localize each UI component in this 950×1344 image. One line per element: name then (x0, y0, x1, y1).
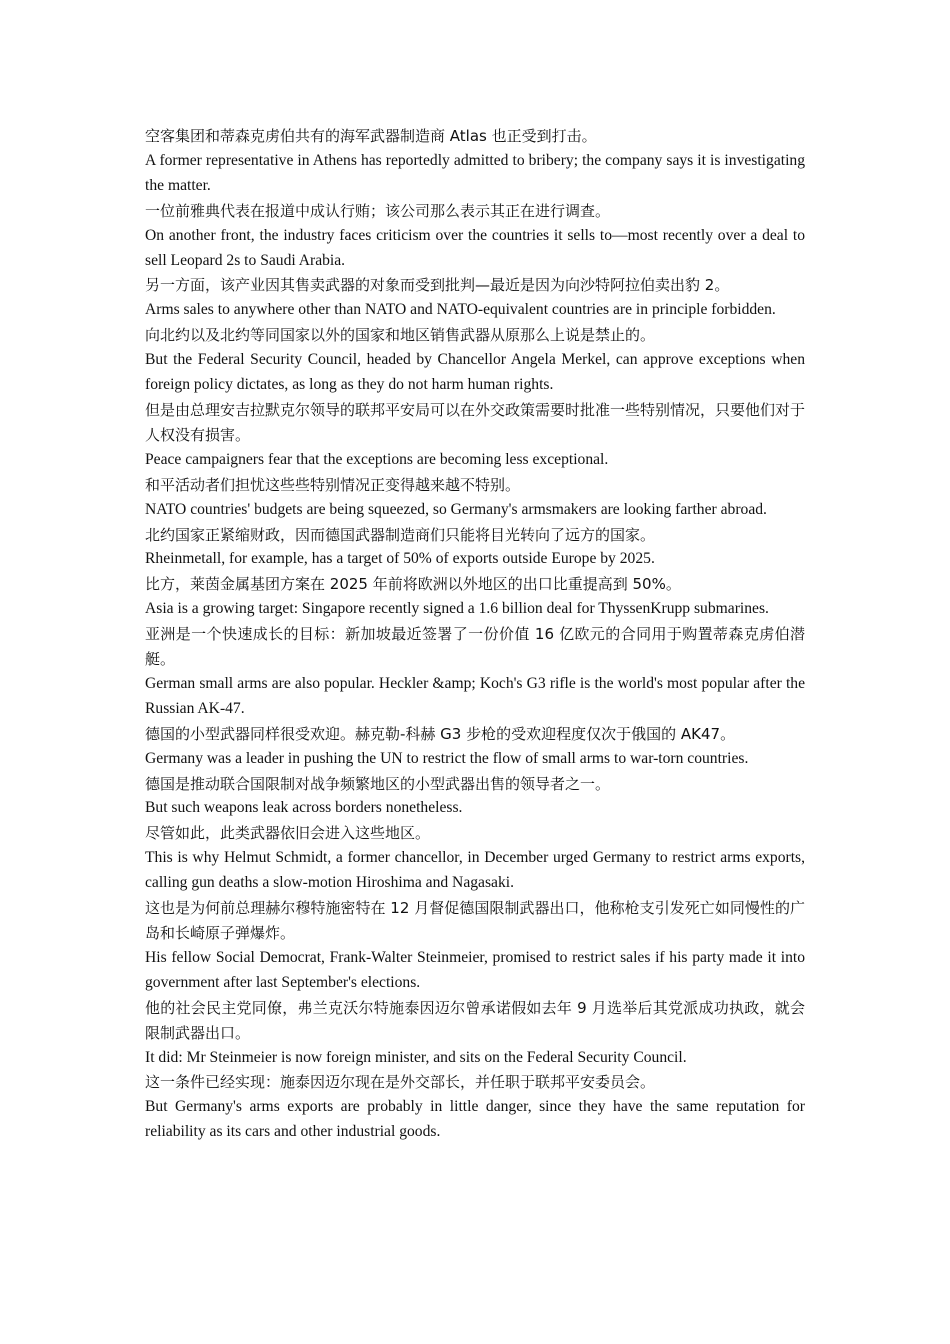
chinese-paragraph: 这一条件已经实现：施泰因迈尔现在是外交部长，并任职于联邦平安委员会。 (145, 1073, 656, 1092)
chinese-paragraph: 亚洲是一个快速成长的目标：新加坡最近签署了一份价值 16 亿欧元的合同用于购置蒂森克虏伯潜艇。 (145, 625, 805, 669)
chinese-paragraph: 尽管如此，此类武器依旧会进入这些地区。 (145, 824, 431, 843)
english-paragraph: This is why Helmut Schmidt, a former chancellor, in December urged Germany to restrict arms exports, calling gun deaths a slow-motion Hiroshima and Nagasaki. (145, 849, 805, 892)
english-paragraph: His fellow Social Democrat, Frank-Walter Steinmeier, promised to restrict sales if his party made it into government after last September's elections. (145, 948, 805, 991)
chinese-paragraph: 空客集团和蒂森克虏伯共有的海军武器制造商 Atlas 也正受到打击。 (145, 127, 597, 145)
chinese-paragraph: 他的社会民主党同僚，弗兰克沃尔特施泰因迈尔曾承诺假如去年 9 月选举后其党派成功执政，就会限制武器出口。 (145, 998, 805, 1042)
english-paragraph: On another front, the industry faces criticism over the countries it sells to—most recently over a deal to sell Leopard 2s to Saudi Arabia. (145, 226, 805, 269)
chinese-paragraph: 向北约以及北约等同国家以外的国家和地区销售武器从原那么上说是禁止的。 (145, 326, 656, 345)
english-paragraph: Asia is a growing target: Singapore recently signed a 1.6 billion deal for ThyssenKrupp submarines. (145, 600, 769, 618)
chinese-paragraph: 另一方面，该产业因其售卖武器的对象而受到批判—最近是因为向沙特阿拉伯卖出豹 2。 (145, 276, 730, 295)
document-body (145, 124, 805, 1145)
english-paragraph: German small arms are also popular. Heckler &amp; Koch's G3 rifle is the world's most popular after the Russian AK-47. (145, 674, 805, 717)
english-paragraph: Arms sales to anywhere other than NATO and NATO-equivalent countries are in principle forbidden. (145, 301, 776, 319)
english-paragraph: Rheinmetall, for example, has a target of 50% of exports outside Europe by 2025. (145, 550, 655, 568)
english-paragraph: Peace campaigners fear that the exceptions are becoming less exceptional. (145, 450, 609, 468)
chinese-paragraph: 德国的小型武器同样很受欢迎。赫克勒-科赫 G3 步枪的受欢迎程度仅次于俄国的 AK47。 (145, 724, 736, 743)
english-paragraph: But the Federal Security Council, headed by Chancellor Angela Merkel, can approve exceptions when foreign policy dictates, as long as they do not harm human rights. (145, 351, 805, 394)
chinese-paragraph: 北约国家正紧缩财政，因而德国武器制造商们只能将目光转向了远方的国家。 (145, 525, 656, 544)
english-paragraph: NATO countries' budgets are being squeezed, so Germany's armsmakers are looking farther abroad. (145, 500, 767, 518)
english-paragraph: But Germany's arms exports are probably in little danger, since they have the same reputation for reliability as its cars and other industrial goods. (145, 1098, 805, 1141)
chinese-paragraph: 德国是推动联合国限制对战争频繁地区的小型武器出售的领导者之一。 (145, 774, 611, 793)
chinese-paragraph: 一位前雅典代表在报道中成认行贿；该公司那么表示其正在进行调查。 (145, 201, 611, 220)
english-paragraph: A former representative in Athens has reportedly admitted to bribery; the company says it is investigating the matter. (145, 151, 805, 194)
chinese-paragraph: 这也是为何前总理赫尔穆特施密特在 12 月督促德国限制武器出口，他称枪支引发死亡如同慢性的广岛和长崎原子弹爆炸。 (145, 899, 805, 942)
chinese-paragraph: 和平活动者们担忧这些些特别情况正变得越来越不特别。 (145, 475, 521, 494)
chinese-paragraph: 但是由总理安吉拉默克尔领导的联邦平安局可以在外交政策需要时批准一些特别情况，只要他们对于人权没有损害。 (145, 400, 806, 444)
english-paragraph: It did: Mr Steinmeier is now foreign minister, and sits on the Federal Security Council. (145, 1048, 687, 1066)
chinese-paragraph: 比方，莱茵金属基团方案在 2025 年前将欧洲以外地区的出口比重提高到 50%。 (145, 575, 681, 594)
english-paragraph: Germany was a leader in pushing the UN to restrict the flow of small arms to war-torn countries. (145, 749, 749, 767)
english-paragraph: But such weapons leak across borders nonetheless. (145, 799, 463, 817)
